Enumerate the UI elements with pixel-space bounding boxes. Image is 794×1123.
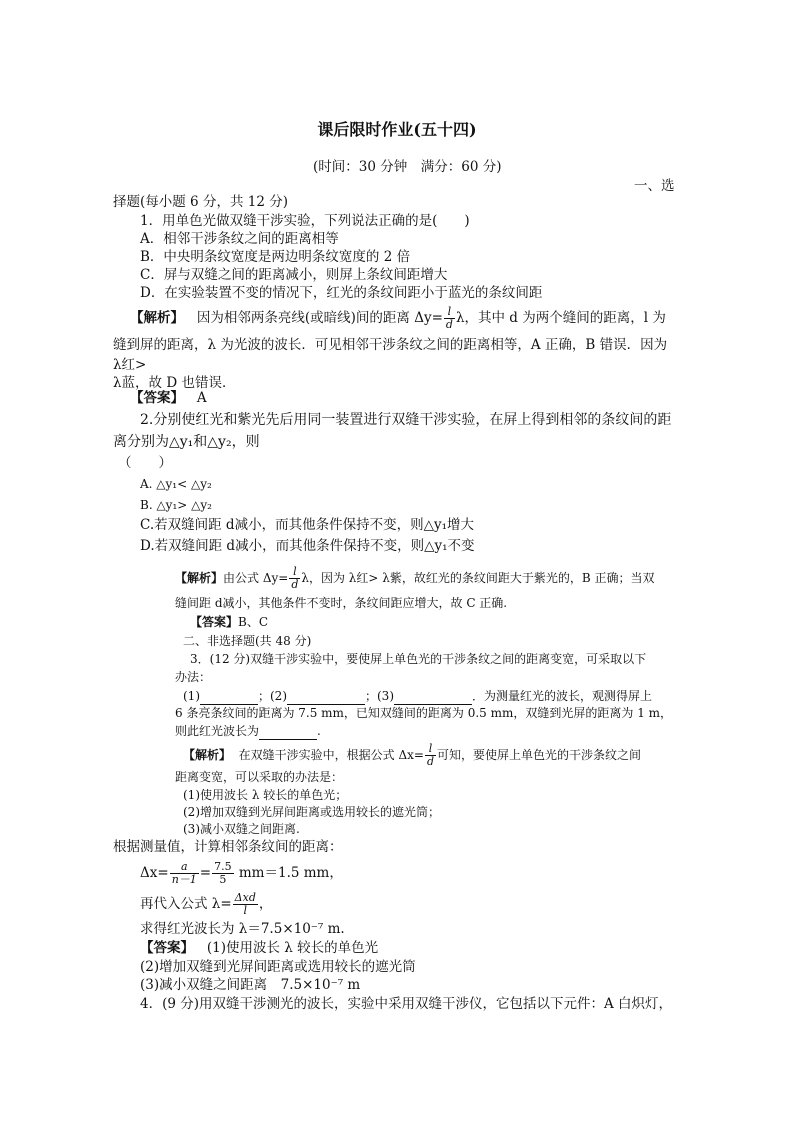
q3-fill-line: [183, 687, 652, 705]
q3-calc2-fraction: [233, 892, 258, 917]
q3-stem-line4: [175, 722, 321, 740]
q2-frac-den: d: [291, 578, 299, 591]
q3-stem-line3: 6 条亮条纹间的距离为 7.5 mm，已知双缝间的距离为 0.5 mm，双缝到光屏的距离为 1 m，: [175, 706, 673, 720]
q2-ans-label: 【答案】: [190, 615, 239, 629]
q1-explanation-line2: 缝到屏的距离，λ 为光波的波长．可见相邻干涉条纹之间的距离相等，A 正确，B 错误．因为: [113, 337, 668, 353]
q1-option-a: A．相邻干涉条纹之间的距离相等: [140, 231, 339, 247]
q3-exp-text-a: 在双缝干涉实验中，根据公式 Δx=: [238, 748, 424, 762]
q3-explanation-item3: (3)减小双缝之间距离.: [183, 822, 300, 836]
q1-explanation-line1: [130, 306, 666, 331]
q3-ans-1: (1)使用波长 λ 较长的单色光: [206, 940, 379, 956]
q3-calc2-num: Δxd: [234, 891, 256, 904]
q1-exp-label: 【解析】: [130, 310, 184, 326]
q1-frac-num: l: [444, 306, 455, 319]
q3-wavelength-period: .: [317, 724, 321, 738]
q3-calc-line1: [140, 858, 343, 888]
q1-answer: [130, 389, 207, 407]
q2-exp-text-a: 由公式 Δy=: [223, 571, 289, 585]
q3-answer-line3: (3)减小双缝之间距离 7.5×10⁻⁷ m: [140, 977, 361, 993]
section1-heading-end: 择题(每小题 6 分，共 12 分): [113, 194, 288, 210]
q3-calc-rhs: mm＝1.5 mm，: [234, 865, 343, 881]
q2-frac-num: l: [289, 566, 300, 579]
q2-stem-line1: 2.分别使红光和紫光先后用同一装置进行双缝干涉实验，在屏上得到相邻的条纹间的距: [140, 412, 672, 428]
page-title: 课后限时作业(五十四): [317, 120, 477, 139]
q2-stem-line2: 离分别为△y₁和△y₂，则: [113, 434, 260, 450]
q3-explanation-line2: 距离变宽，可以采取的办法是：: [175, 770, 344, 784]
q1-option-d: D．在实验装置不变的情况下，红光的条纹间距小于蓝光的条纹间距: [140, 285, 543, 301]
q3-ans-label: 【答案】: [140, 940, 194, 956]
q1-option-c: C．屏与双缝之间的距离减小，则屏上条纹间距增大: [140, 267, 448, 283]
q1-explanation-line3: λ红>: [113, 357, 147, 373]
q1-option-b: B．中央明条纹宽度是两边明条纹宽度的 2 倍: [140, 249, 411, 265]
q1-frac-den: d: [445, 318, 453, 331]
q3-calc2-comma: ，: [258, 896, 273, 912]
q3-answer-line2: (2)增加双缝到光屏间距离或选用较长的遮光筒: [140, 959, 416, 975]
q1-explanation-line4: λ蓝，故 D 也错误．: [113, 375, 236, 391]
q3-calc-fraction-2: [212, 861, 234, 886]
q3-calc-line3: 求得红光波长为 λ＝7.5×10⁻⁷ m.: [140, 921, 345, 937]
q3-calc-f1-num: a: [170, 861, 199, 874]
q3-frac-den: d: [426, 755, 435, 768]
q3-calc-f2-den: 5: [219, 873, 227, 886]
q3-stem-line2: 办法：: [175, 670, 212, 684]
q1-exp-text-a: 因为相邻两条亮线(或暗线)间的距离 Δy=: [196, 310, 443, 326]
q3-exp-label: 【解析】: [183, 748, 232, 762]
q4-stem-line1: 4．(9 分)用双缝干涉测光的波长，实验中采用双缝干涉仪，它包括以下元件：A 白炽灯，: [140, 996, 673, 1012]
q3-calc-intro: 根据测量值，计算相邻条纹间的距离：: [113, 839, 343, 855]
q3-calc-f2-num: 7.5: [214, 860, 232, 873]
q3-blank-1[interactable]: [200, 690, 258, 705]
q2-formula-fraction: [289, 566, 300, 591]
q3-frac-num: l: [425, 743, 436, 756]
q3-explanation-item2: (2)增加双缝到光屏间距离或选用较长的遮光筒；: [183, 805, 440, 819]
section2-heading: 二、非选择题(共 48 分): [183, 634, 312, 648]
q3-blank-3[interactable]: [394, 690, 472, 705]
q1-formula-fraction: [444, 306, 455, 331]
q2-exp-text-b: λ，因为 λ红> λ紫，故红光的条纹间距大于紫光的，B 正确；当双: [301, 571, 655, 585]
q2-ans-value: B、C: [238, 615, 269, 629]
q2-explanation-line1: [175, 566, 655, 591]
q2-explanation-line2: 缝间距 d减小，其他条件不变时，条纹间距应增大，故 C 正确.: [175, 596, 508, 610]
q3-fill-label-2: ；(2): [258, 689, 287, 703]
q3-blank-wavelength[interactable]: [259, 725, 317, 740]
q3-fill-label-4: ．为测量红光的波长，观测得屏上: [472, 689, 653, 703]
q1-ans-label: 【答案】: [130, 390, 184, 406]
q3-calc-f1-den: n－1: [171, 873, 197, 886]
q3-fill-label-1: (1): [183, 689, 200, 703]
q3-calc-fraction-1: [170, 861, 199, 886]
exam-meta: (时间：30 分钟 满分：60 分): [313, 159, 502, 175]
q3-blank-2[interactable]: [287, 690, 365, 705]
q1-stem: 1．用单色光做双缝干涉实验，下列说法正确的是( ): [140, 213, 470, 229]
q2-option-b: B. △y₁> △y₂: [140, 498, 212, 512]
q1-exp-text-b: λ，其中 d 为两个缝间的距离，l 为: [455, 310, 666, 326]
q3-explanation-item1: (1)使用波长 λ 较长的单色光；: [183, 788, 348, 802]
q3-wavelength-prompt: 则此红光波长为: [175, 724, 260, 738]
q3-formula-fraction: [425, 743, 436, 768]
q3-calc-eq: =: [199, 865, 212, 881]
section1-heading-start: 一、选: [634, 178, 675, 194]
q3-calc-lhs: Δx=: [140, 865, 169, 881]
q2-option-a: A. △y₁< △y₂: [140, 477, 212, 491]
q3-exp-text-b: 可知，要使屏上单色光的干涉条纹之间: [437, 748, 642, 762]
q2-exp-label: 【解析】: [175, 571, 224, 585]
q3-calc2-text: 再代入公式 λ=: [140, 896, 232, 912]
q1-ans-value: A: [196, 390, 207, 406]
q3-fill-label-3: ；(3): [365, 689, 394, 703]
q2-answer-paren: （ ）: [118, 455, 172, 471]
q3-explanation-line1: [183, 743, 641, 768]
q3-calc-line2: [140, 889, 272, 919]
q3-answer-line1: [140, 939, 378, 957]
q2-option-c: C.若双缝间距 d减小，而其他条件保持不变，则△y₁增大: [140, 517, 474, 533]
q2-option-d: D.若双缝间距 d减小，而其他条件保持不变，则△y₁不变: [140, 538, 475, 554]
q3-stem-line1: 3．(12 分)双缝干涉实验中，要使屏上单色光的干涉条纹之间的距离变宽，可采取以下: [190, 652, 647, 666]
q3-calc2-den: l: [243, 904, 248, 917]
q2-answer: [190, 613, 268, 631]
